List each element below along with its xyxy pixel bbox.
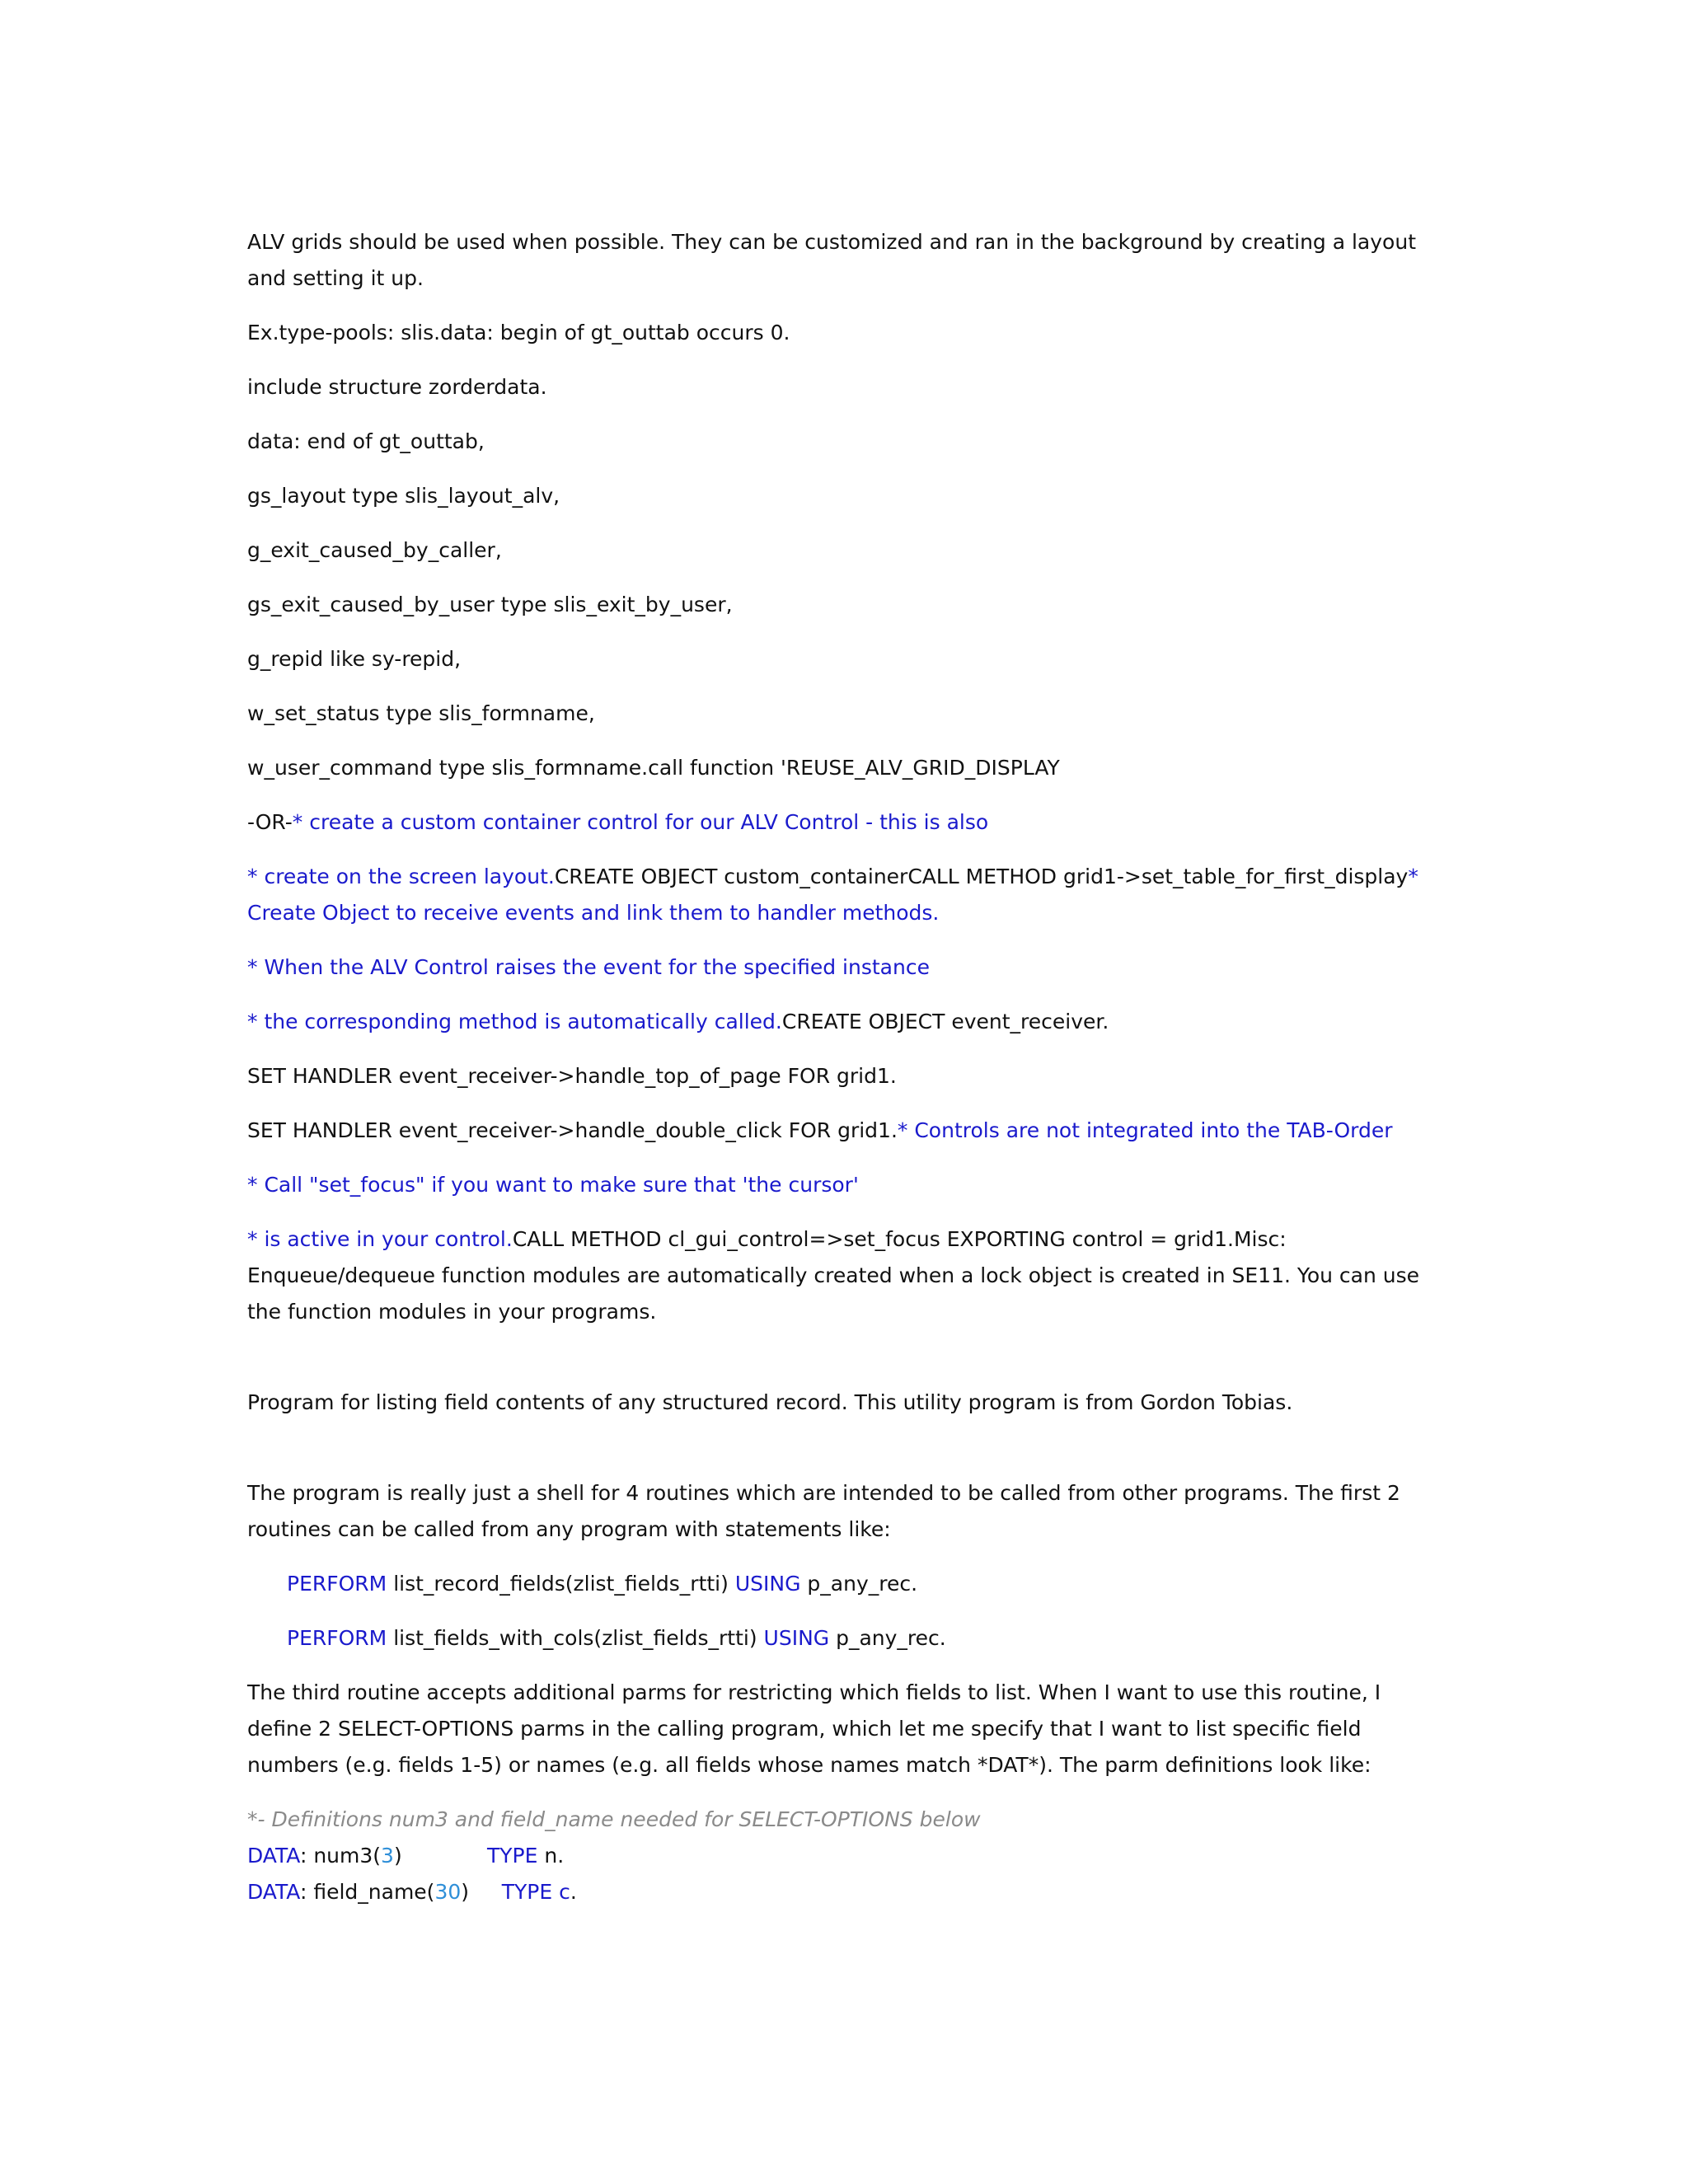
code-text: SET HANDLER event_receiver->handle_double_click FOR grid1.	[247, 1118, 898, 1142]
code-text: list_record_fields(zlist_fields_rtti)	[387, 1572, 735, 1596]
code-text: n.	[537, 1844, 565, 1868]
code-text: list_fields_with_cols(zlist_fields_rtti)	[387, 1626, 764, 1650]
keyword: DATA	[247, 1844, 300, 1868]
keyword: USING	[734, 1572, 801, 1596]
code-line: gs_layout type slis_layout_alv,	[247, 484, 560, 508]
number-literal: 3	[381, 1844, 394, 1868]
document-body	[247, 224, 1442, 1910]
perform-statement	[247, 1620, 1442, 1657]
code-comment-line: *- Definitions num3 and field_name needed for SELECT-OPTIONS below	[247, 1807, 981, 1831]
intro-paragraph: ALV grids should be used when possible. They can be customized and ran in the background by creating a layout and setting it up.	[247, 230, 1416, 290]
code-comment: * create a custom container control for our ALV Control - this is also	[292, 810, 989, 834]
misc-text: Enqueue/dequeue function modules are automatically created when a lock object is created in SE11. You can use the function modules in your programs.	[247, 1263, 1420, 1324]
keyword: DATA	[247, 1880, 300, 1904]
perform-statement	[247, 1566, 1442, 1602]
number-literal: 30	[434, 1880, 462, 1904]
code-text: -OR-	[247, 810, 293, 834]
code-line: w_set_status type slis_formname,	[247, 701, 595, 725]
code-comment: * the corresponding method is automatically called.	[247, 1010, 782, 1033]
code-line	[247, 1221, 1442, 1330]
code-text: CALL METHOD cl_gui_control=>set_focus EXPORTING control = grid1.Misc:	[512, 1227, 1287, 1251]
code-line: g_exit_caused_by_caller,	[247, 538, 502, 562]
code-text: CREATE OBJECT custom_containerCALL METHOD grid1->set_table_for_first_display	[554, 865, 1409, 888]
code-line	[247, 859, 1442, 931]
code-line: include structure zorderdata.	[247, 375, 547, 399]
code-comment-line: * Call "set_focus" if you want to make sure that 'the cursor'	[247, 1173, 859, 1197]
code-line	[247, 804, 1442, 841]
program-description: Program for listing field contents of any structured record. This utility program is from Gordon Tobias.	[247, 1390, 1293, 1414]
keyword: TYPE	[487, 1844, 538, 1868]
third-routine-paragraph: The third routine accepts additional parms for restricting which fields to list. When I want to use this routine, I define 2 SELECT-OPTIONS parms in the calling program, which let me specify that I want to list specific field numbers (e.g. fields 1-5) or names (e.g. all fields whose names match *DAT*). The parm definitions look like:	[247, 1680, 1381, 1777]
keyword: PERFORM	[287, 1626, 387, 1650]
keyword: USING	[763, 1626, 830, 1650]
code-line	[247, 1004, 1442, 1040]
code-line: w_user_command type slis_formname.call function 'REUSE_ALV_GRID_DISPLAY	[247, 756, 1060, 780]
data-declaration	[247, 1838, 1442, 1874]
data-declaration	[247, 1874, 1442, 1910]
code-comment: * Controls are not integrated into the TAB-Order	[897, 1118, 1393, 1142]
code-line	[247, 1113, 1442, 1149]
code-text: p_any_rec.	[829, 1626, 946, 1650]
code-text: CREATE OBJECT event_receiver.	[781, 1010, 1109, 1033]
code-text: p_any_rec.	[800, 1572, 918, 1596]
code-text: : field_name(	[299, 1880, 435, 1904]
code-line: Ex.type-pools: slis.data: begin of gt_outtab occurs 0.	[247, 321, 790, 344]
code-text: )	[393, 1844, 488, 1868]
code-text: : num3(	[299, 1844, 382, 1868]
code-text: .	[570, 1880, 577, 1904]
code-comment: * is active in your control.	[247, 1227, 513, 1251]
code-comment-line: * When the ALV Control raises the event for the specified instance	[247, 955, 930, 979]
code-comment: * create on the screen layout.	[247, 865, 555, 888]
code-line: SET HANDLER event_receiver->handle_top_of_page FOR grid1.	[247, 1064, 897, 1088]
code-line: data: end of gt_outtab,	[247, 429, 485, 453]
code-line: gs_exit_caused_by_user type slis_exit_by_user,	[247, 593, 733, 616]
keyword: TYPE c	[501, 1880, 570, 1904]
code-text: )	[461, 1880, 502, 1904]
code-comment: * Create Object to receive events and link them to handler methods.	[247, 865, 1418, 925]
keyword: PERFORM	[287, 1572, 387, 1596]
code-line: g_repid like sy-repid,	[247, 647, 462, 671]
program-explanation: The program is really just a shell for 4 routines which are intended to be called from other programs. The first 2 routines can be called from any program with statements like:	[247, 1481, 1400, 1541]
